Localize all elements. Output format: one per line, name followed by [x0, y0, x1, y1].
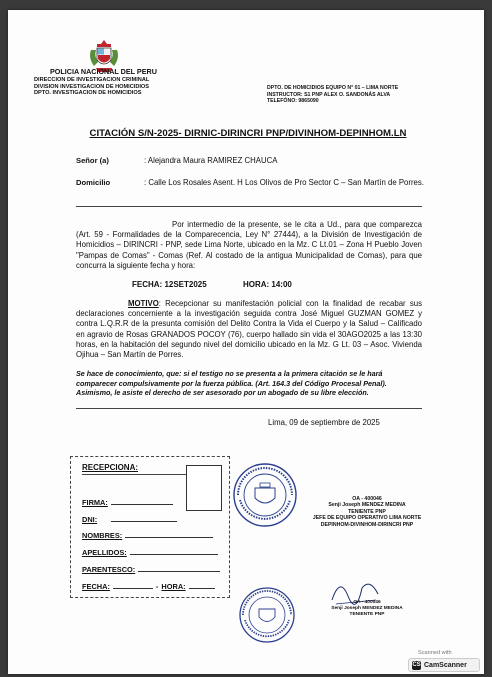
- domicilio-value: : Calle Los Rosales Asent. H Los Olivos de Pro Sector C – San Martín de Porres.: [144, 178, 424, 187]
- signer-line: JEFE DE EQUIPO OPERATIVO LIMA NORTE: [312, 515, 422, 522]
- reception-title-rule: [82, 474, 192, 475]
- appointment-time: HORA: 14:00: [242, 280, 292, 289]
- header-line: DIRECCION DE INVESTIGACION CRIMINAL: [34, 77, 150, 83]
- reception-title: RECEPCIONA:: [82, 463, 139, 472]
- signer-line: DEPINHOM-DIVINHOM-DIRINCRI PNP: [320, 521, 414, 528]
- motivo-label: MOTIVO: [128, 299, 159, 308]
- divider: [76, 408, 422, 409]
- hora-label: HORA:: [161, 582, 186, 591]
- motivo-text: : Recepcionar su manifestación policial con la finalidad de recabar sus declaraciones concerniente a la investigación seguida contra José Miguel GUZMAN GOMEZ y contra L.Q.R.R de la presunta comisión del Delito Contra la Vida el Cuerpo y la Salud – Calificado en agravio de Rosas GRANADOS POCOY (76), cuerpo hallado sin vida el 30AGO2025 a las 13:30 horas, en la habitación del segundo nivel del domicilio ubicado en la Mz. G Lt. 03 – Asoc. Vivienda Ojihua – San Martín de Porres.: [76, 299, 422, 360]
- parentesco-label: PARENTESCO:: [82, 565, 136, 574]
- warning-block: [76, 369, 422, 398]
- parentesco-field[interactable]: [82, 565, 220, 574]
- signer-line: OA - 400046: [352, 496, 382, 502]
- document-title: CITACIÓN S/N-2025- DIRNIC-DIRINCRI PNP/DIVINHOM-DEPINHOM.LN: [89, 128, 407, 139]
- camscanner-icon: CS: [412, 661, 421, 668]
- nombres-line: [125, 531, 213, 538]
- nombres-field[interactable]: [82, 531, 213, 540]
- apellidos-field[interactable]: [82, 548, 218, 557]
- warning-text: Se hace de conocimiento, que: si el testigo no se presenta a la primera citación se le hará comparecer compulsivamente por la fuerza pública. (Art. 164.3 del Código Procesal Penal).: [76, 369, 387, 388]
- citation-paragraph: Por intermedio de la presente, se le cita a Ud., para que comparezca (Art. 59 - Formalidades de la Comparecencia, Ley N° 27444), a la División de Investigación de Homicidios – DIRINCRI - PNP, sede Lima Norte, ubicado en la Mz. C Lt.01 – Zona H Pueblo Joven "Pampas de Comas" - Comas (Ref. Al costado de la antigua Municipalidad de Comas), para que concurra la siguiente fecha y hora:: [76, 220, 422, 270]
- camscanner-badge: [408, 658, 480, 672]
- header-line: TELEFÓNO: 9865090: [267, 98, 319, 105]
- fingerprint-box: [186, 465, 222, 511]
- apellidos-label: APELLIDOS:: [82, 548, 127, 557]
- firma-label: FIRMA:: [82, 498, 108, 507]
- police-seal-icon: [238, 586, 296, 644]
- signer-line: TENIENTE PNP: [349, 612, 385, 617]
- fecha-hora-field[interactable]: [82, 582, 215, 591]
- institution-name: POLICIA NACIONAL DEL PERU: [50, 67, 157, 76]
- lawyer-note: Asimismo, le asiste el derecho de ser asesorado por un abogado de su libre elección.: [76, 388, 369, 398]
- hora-line: [189, 582, 215, 589]
- divider: [76, 206, 422, 207]
- appointment-date: FECHA: 12SET2025: [132, 280, 207, 289]
- appointment-row: [132, 280, 292, 289]
- document-page: [8, 10, 484, 674]
- firma-field[interactable]: [82, 498, 173, 507]
- header-line: DPTO. DE HOMICIDIOS EQUIPO N° 01 – LIMA NORTE: [267, 85, 399, 91]
- dni-line: [111, 515, 177, 522]
- header-line: DIVISION INVESTIGACION DE HOMICIDIOS: [34, 83, 149, 90]
- nombres-label: NOMBRES:: [82, 531, 123, 540]
- fecha-label: FECHA:: [82, 582, 110, 591]
- header-line: INSTRUCTOR: S1 PNP ALEX O. SANDONÁS ALVA: [267, 91, 391, 98]
- senor-label: Señor (a): [76, 156, 109, 165]
- parentesco-line: [138, 565, 220, 572]
- motivo-paragraph: [76, 299, 422, 360]
- police-seal-icon: [232, 462, 298, 528]
- header-line: DPTO. INVESTIGACION DE HOMICIDIOS: [34, 90, 142, 97]
- signer-line: Senji Joseph MENDEZ MEDINA: [331, 606, 403, 611]
- senor-value: : Alejandra Maura RAMIREZ CHAUCA: [144, 156, 278, 165]
- dni-label: DNI:: [82, 515, 98, 524]
- fecha-line: [113, 582, 153, 589]
- signer-block-bottom: [302, 600, 432, 618]
- header-right: [267, 85, 467, 105]
- signer-block: [302, 496, 432, 528]
- domicilio-label: Domicilio: [76, 178, 111, 187]
- apellidos-line: [130, 548, 218, 555]
- signer-line: OA - 400046: [353, 600, 381, 605]
- firma-line: [111, 498, 173, 505]
- dni-field[interactable]: [82, 515, 177, 524]
- scanned-with-text: Scanned with: [418, 650, 452, 656]
- camscanner-name: CamScanner: [424, 661, 467, 669]
- dash-separator: -: [155, 582, 159, 591]
- header-left: [34, 68, 184, 97]
- place-date: Lima, 09 de septiembre de 2025: [268, 418, 380, 427]
- signer-line: TENIENTE PNP: [348, 508, 386, 515]
- signer-line: Senji Joseph MENDEZ MEDINA: [328, 502, 406, 509]
